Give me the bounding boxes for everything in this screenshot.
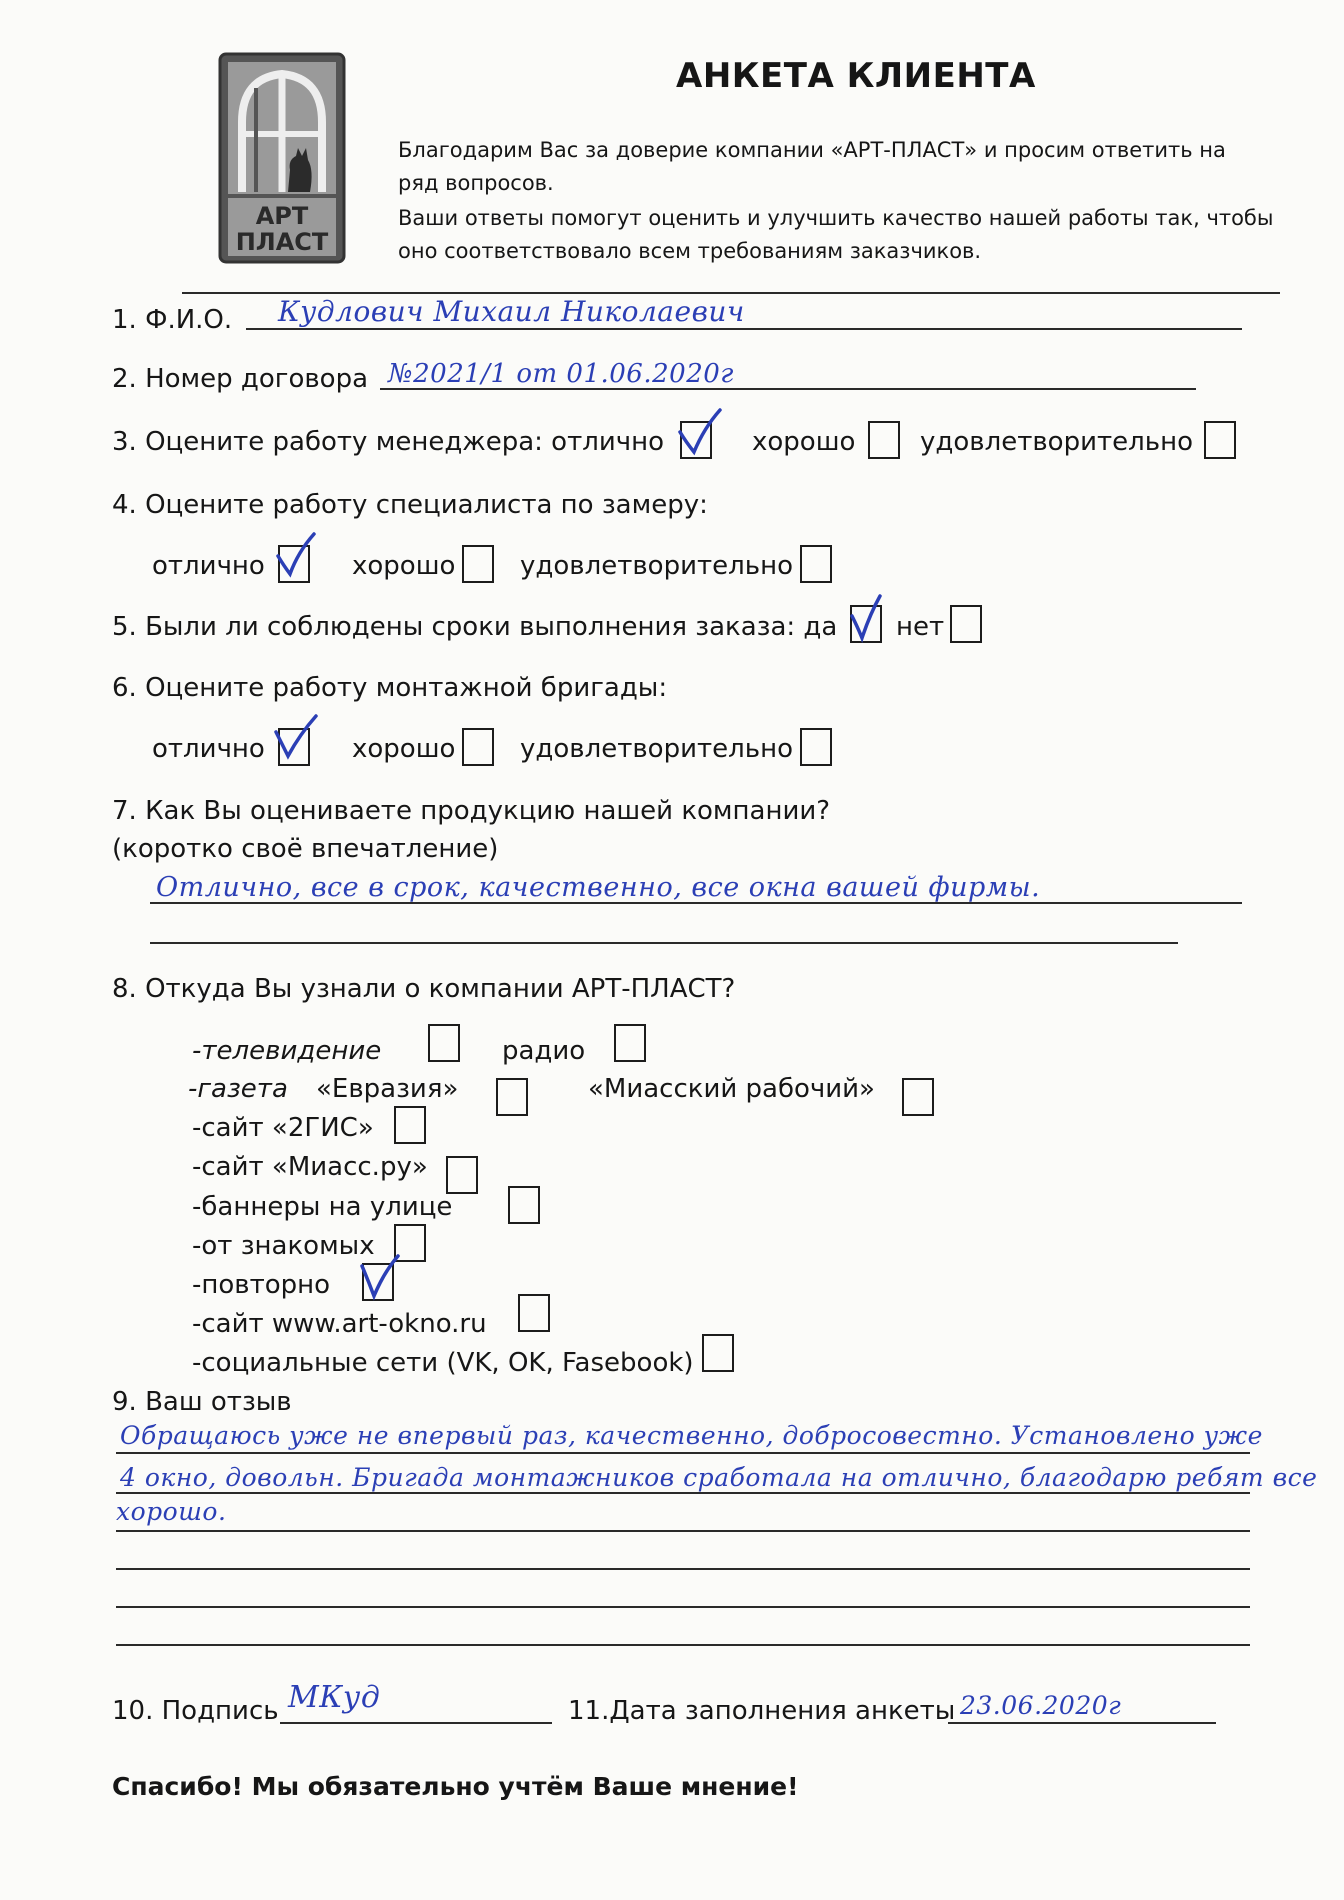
q3-good-label: хорошо [752,427,856,457]
q3-label: 3. Оцените работу менеджера: отлично [112,427,665,457]
source-tv-checkbox[interactable] [428,1024,460,1062]
q9-underline-3 [116,1530,1250,1532]
q7-label: 7. Как Вы оцениваете продукцию нашей компании? [112,796,831,826]
source-friends-label: -от знакомых [192,1231,375,1261]
q2-label: 2. Номер договора [112,364,369,394]
page-title: АНКЕТА КЛИЕНТА [676,56,1036,96]
q10-underline [280,1722,552,1724]
q7-sublabel: (коротко своё впечатление) [112,834,499,864]
header-divider [182,292,1280,294]
q9-underline-5 [116,1606,1250,1608]
q3-good-checkbox[interactable] [868,421,900,459]
signature[interactable]: МКуд [288,1680,381,1715]
source-radio-label: радио [502,1036,586,1066]
q2-answer[interactable]: №2021/1 от 01.06.2020г [388,359,734,389]
q9-label: 9. Ваш отзыв [112,1387,292,1417]
intro-line-2: ряд вопросов. [398,171,554,195]
q5-no-checkbox[interactable] [950,605,982,643]
q9-answer-line-1[interactable]: Обращаюсь уже не впервый раз, качественно, добросовестно. Установлено уже [120,1421,1263,1450]
q6-good-label: хорошо [352,734,456,764]
q4-good-label: хорошо [352,551,456,581]
q3-check-mark-icon [676,408,724,456]
source-miass-ru-label: -сайт «Миасс.ру» [192,1152,428,1182]
q11-label: 11.Дата заполнения анкеты [568,1696,956,1726]
q7-answer[interactable]: Отлично, все в срок, качественно, все окна вашей фирмы. [156,872,1041,903]
q8-label: 8. Откуда Вы узнали о компании АРТ-ПЛАСТ? [112,974,736,1004]
source-banners-label: -баннеры на улице [192,1192,453,1222]
company-logo [218,52,346,264]
source-banners-checkbox[interactable] [508,1186,540,1224]
q9-underline-2 [116,1492,1250,1494]
q11-answer[interactable]: 23.06.2020г [960,1691,1122,1720]
q6-satisfactory-checkbox[interactable] [800,728,832,766]
source-radio-checkbox[interactable] [614,1024,646,1062]
intro-line-1: Благодарим Вас за доверие компании «АРТ-ПЛАСТ» и просим ответить на [398,138,1226,162]
source-miass-ru-checkbox[interactable] [446,1156,478,1194]
q5-no-label: нет [896,612,945,642]
q10-label: 10. Подпись [112,1696,279,1726]
footer-thanks: Спасибо! Мы обязательно учтём Ваше мнение! [112,1772,799,1801]
source-2gis-checkbox[interactable] [394,1106,426,1144]
q4-excellent-label: отлично [152,551,265,581]
q6-satisfactory-label: удовлетворительно [520,734,793,764]
q1-underline [246,328,1242,330]
q3-satisfactory-label: удовлетворительно [920,427,1193,457]
q5-check-mark-icon [846,594,894,642]
logo-text-1: АРТ [255,202,309,230]
source-site-art-label: -сайт www.art-okno.ru [192,1309,487,1339]
q4-check-mark-icon [272,530,320,578]
source-2gis-label: -сайт «2ГИС» [192,1113,374,1143]
q4-satisfactory-checkbox[interactable] [800,545,832,583]
q6-check-mark-icon [272,712,320,760]
q6-label: 6. Оцените работу монтажной бригады: [112,673,668,703]
q4-good-checkbox[interactable] [462,545,494,583]
q6-good-checkbox[interactable] [462,728,494,766]
intro-line-4: оно соответствовало всем требованиям заказчиков. [398,239,982,263]
q6-excellent-label: отлично [152,734,265,764]
q9-underline-1 [116,1452,1250,1454]
q3-satisfactory-checkbox[interactable] [1204,421,1236,459]
q4-label: 4. Оцените работу специалиста по замеру: [112,490,708,520]
source-tv-label: -телевидение [192,1036,382,1066]
q9-answer-line-2[interactable]: 4 окно, довольн. Бригада монтажников сработала на отлично, благодарю ребят все [120,1463,1318,1492]
q5-label: 5. Были ли соблюдены сроки выполнения заказа: да [112,612,838,642]
q8-check-mark-icon [358,1252,406,1300]
source-social-label: -социальные сети (VK, OK, Fasebook) [192,1348,694,1378]
source-evrazia-label: «Евразия» [316,1074,459,1104]
source-gazeta-label: -газета [188,1074,288,1104]
logo-text-2: ПЛАСТ [235,228,329,256]
q7-underline-2 [150,942,1178,944]
source-social-checkbox[interactable] [702,1334,734,1372]
source-miass-worker-label: «Миасский рабочий» [588,1074,875,1104]
source-repeat-label: -повторно [192,1270,331,1300]
q4-satisfactory-label: удовлетворительно [520,551,793,581]
q1-label: 1. Ф.И.О. [112,305,233,335]
q9-answer-line-3[interactable]: хорошо. [116,1497,227,1526]
intro-line-3: Ваши ответы помогут оценить и улучшить качество нашей работы так, чтобы [398,206,1274,230]
q1-answer[interactable]: Кудлович Михаил Николаевич [278,295,745,328]
q9-underline-4 [116,1568,1250,1570]
source-evrazia-checkbox[interactable] [496,1078,528,1116]
source-miass-worker-checkbox[interactable] [902,1078,934,1116]
q9-underline-6 [116,1644,1250,1646]
q7-underline-1 [150,902,1242,904]
q11-underline [948,1722,1216,1724]
source-site-art-checkbox[interactable] [518,1294,550,1332]
